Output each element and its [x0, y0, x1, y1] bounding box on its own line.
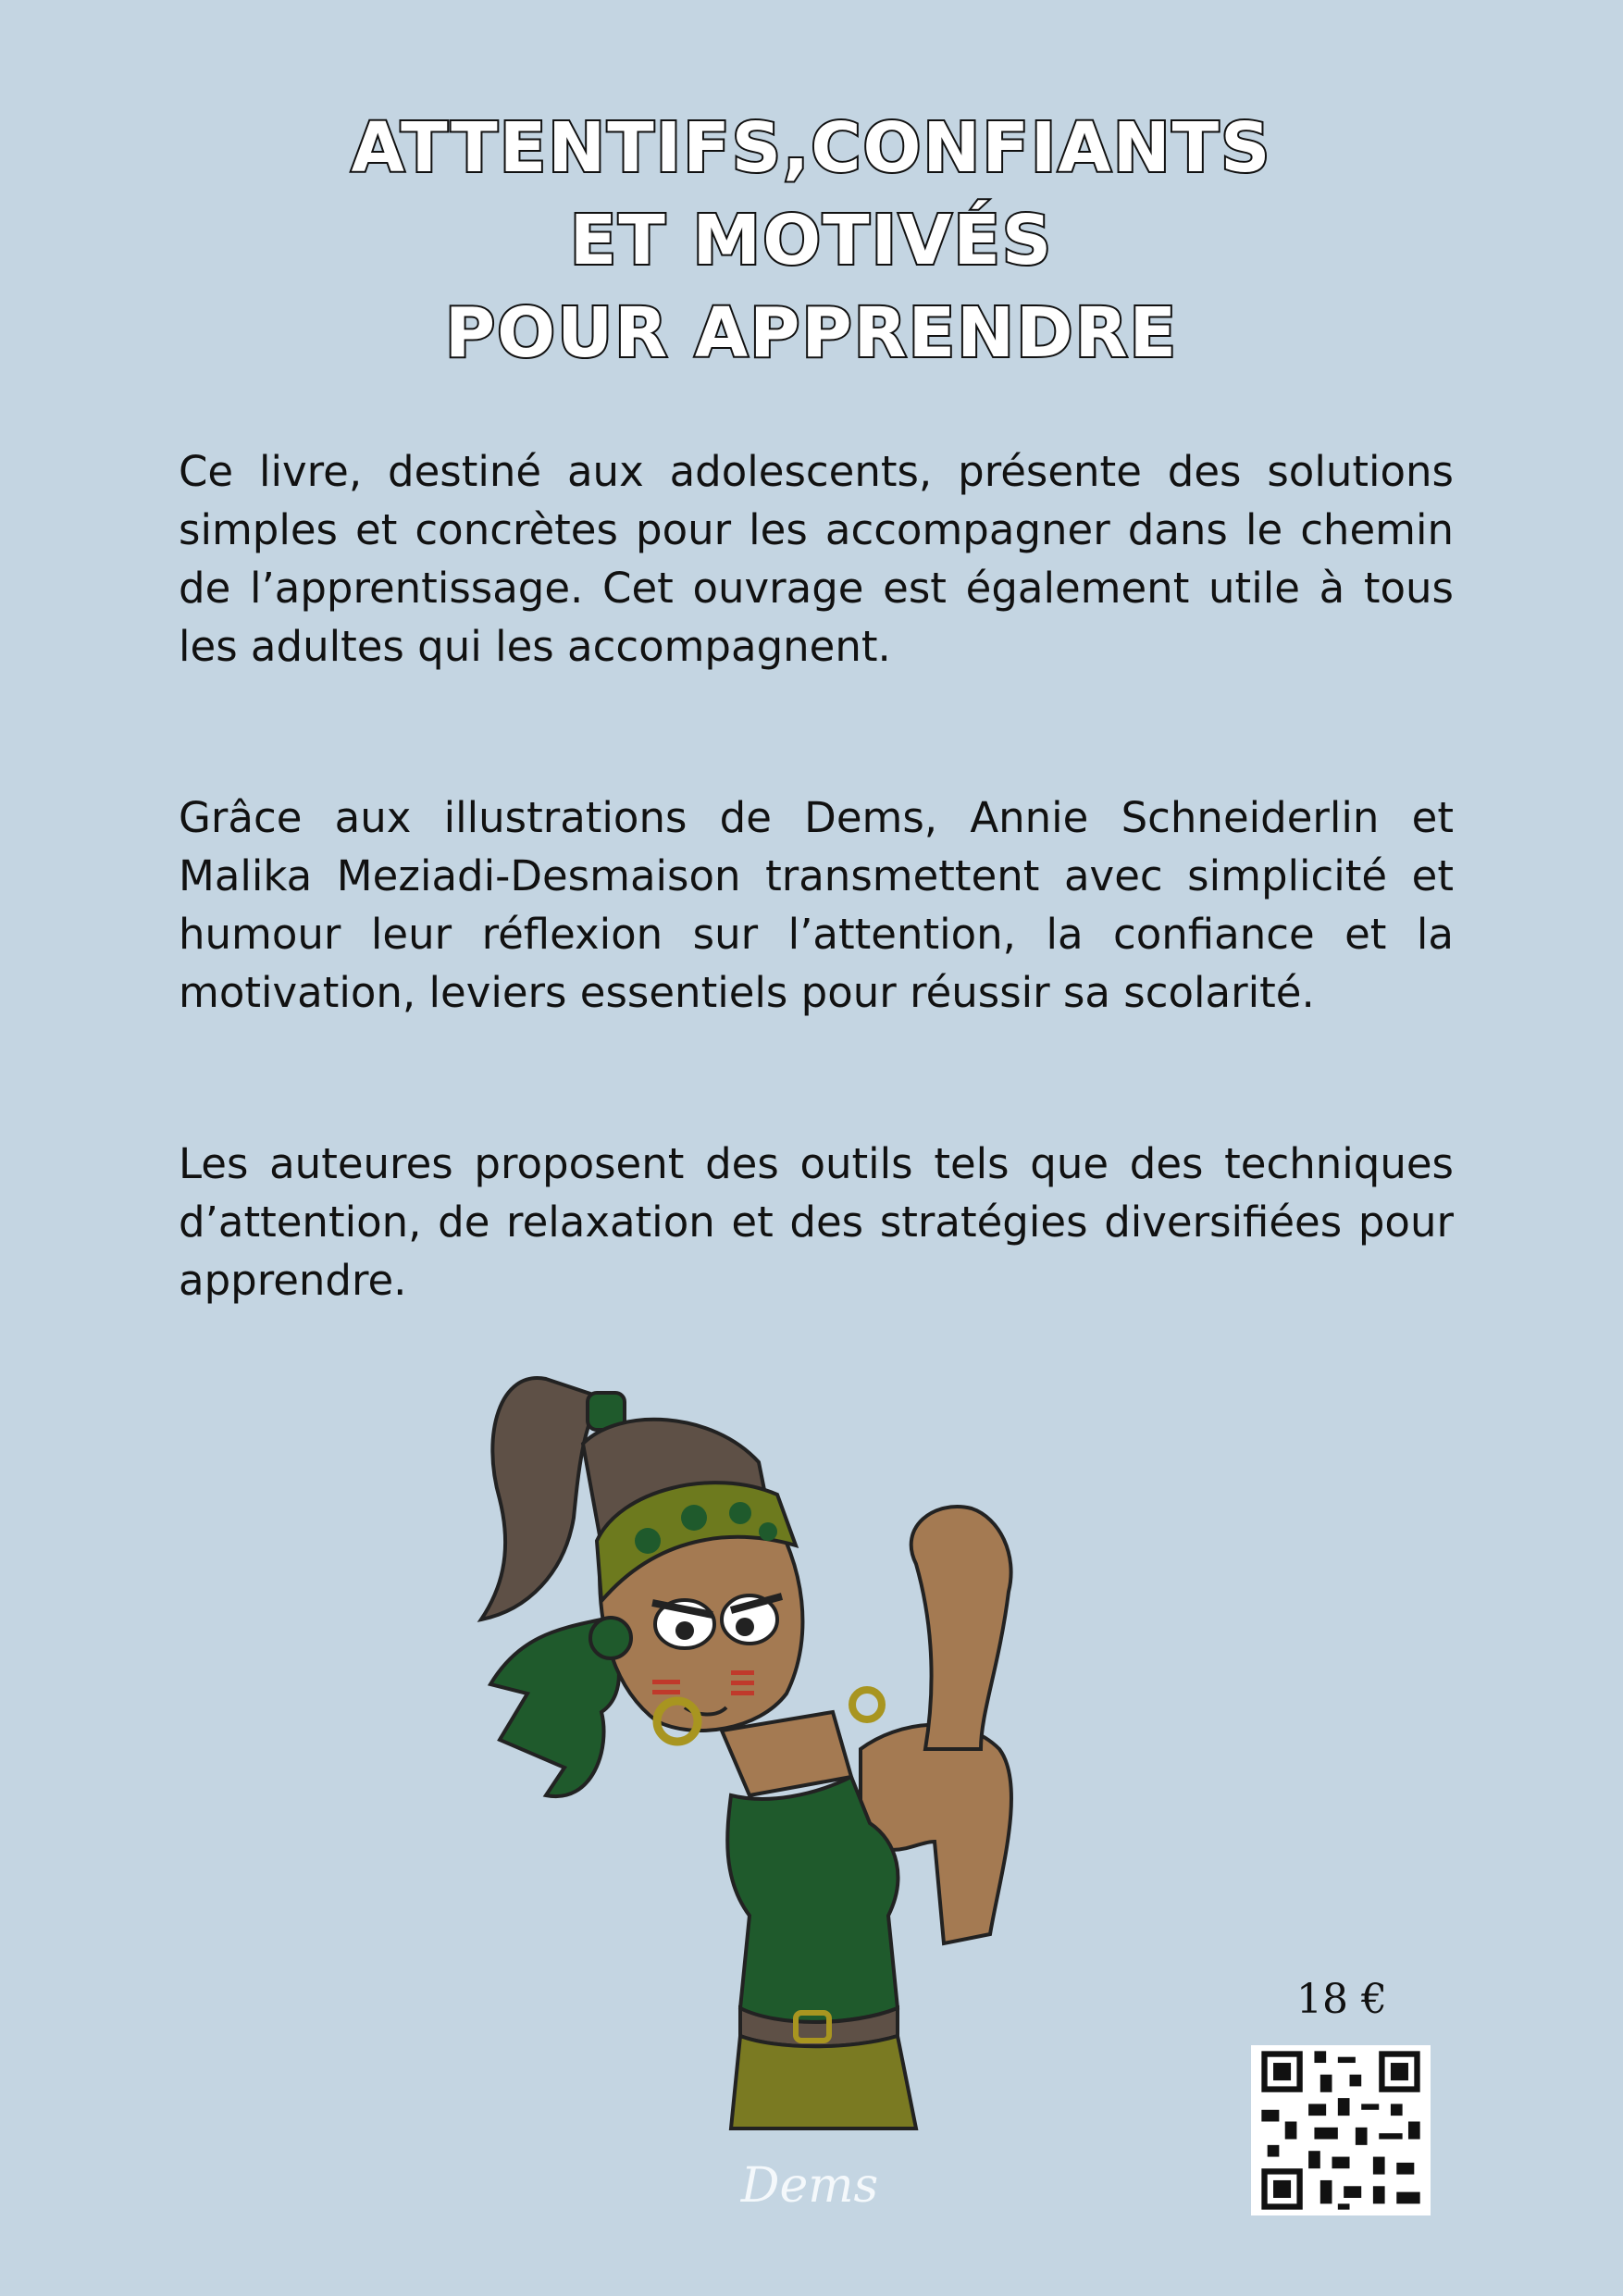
illustrator-signature: Dems — [740, 2158, 879, 2214]
title-line-3: POUR APPRENDRE — [444, 293, 1179, 373]
description-paragraph-1: Ce livre, destiné aux adolescents, présente des solutions simples et concrètes pour les accompagner dans le chemin de l’apprentissage. Cet ouvrage est également utile à tous les adultes qui les accompagnent. — [179, 447, 1454, 671]
description-paragraph-2: Grâce aux illustrations de Dems, Annie Schneiderlin et Malika Meziadi-Desmaison transmettent avec simplicité et humour leur réflexion sur l’attention, la confiance et la motivation, leviers essentiels pour réussir sa scolarité. — [179, 793, 1454, 1017]
title-line-1: ATTENTIFS,CONFIANTS — [351, 108, 1272, 188]
girl-flexing-illustration — [463, 1360, 1092, 2175]
qr-code-icon — [1251, 2045, 1431, 2215]
book-title — [0, 102, 1623, 379]
title-line-2: ET MOTIVÉS — [569, 201, 1054, 280]
price-label: 18 € — [1296, 1976, 1387, 2023]
description-paragraph-3: Les auteures proposent des outils tels que des techniques d’attention, de relaxation et des stratégies diversifiées pour apprendre. — [179, 1139, 1454, 1305]
